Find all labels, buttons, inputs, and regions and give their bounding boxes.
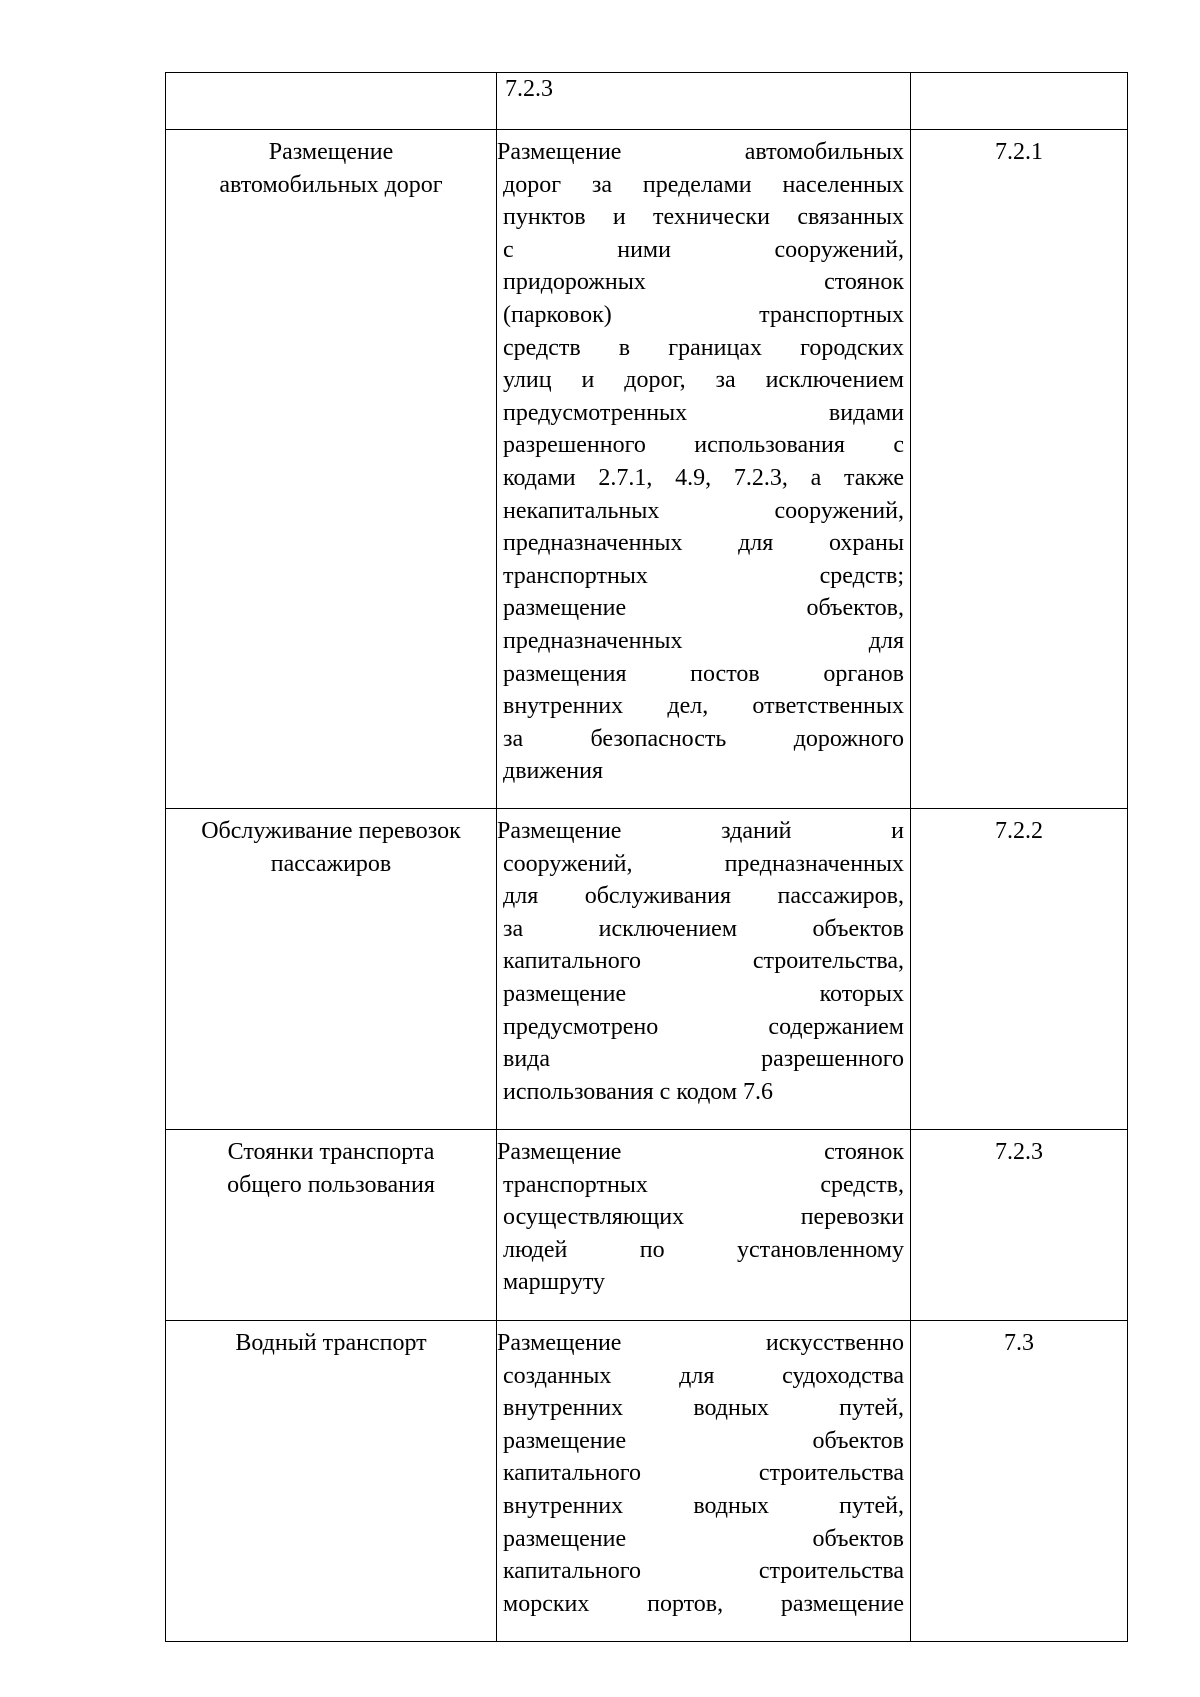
description-line: для обслуживания пассажиров, [503, 883, 904, 910]
description-line: пунктов и технически связанных [503, 204, 904, 231]
description-line: размещение которых [503, 980, 904, 1007]
description-line: 7.2.3 [505, 76, 553, 102]
use-code-cell [911, 1130, 1128, 1321]
description-line: внутренних водных путей, [503, 1492, 904, 1519]
description-line: вида разрешенного [503, 1046, 904, 1073]
use-code: 7.3 [1004, 1330, 1034, 1356]
use-name-line: пассажиров [270, 850, 392, 877]
description-line: движения [503, 758, 604, 785]
table-row [166, 1321, 1128, 1642]
description-line: некапитальных сооружений, [503, 497, 904, 524]
use-name-line: Водный транспорт [235, 1330, 427, 1356]
table-row [166, 1130, 1128, 1321]
use-code: 7.2.1 [995, 139, 1043, 165]
use-name-line: Размещение [268, 139, 394, 165]
description-line: капитального строительства, [503, 948, 904, 975]
use-code-cell [911, 130, 1128, 809]
use-name-line: автомобильных дорог [219, 171, 443, 198]
use-code-cell [911, 1321, 1128, 1642]
use-description-cell [497, 130, 911, 809]
table-row [166, 130, 1128, 809]
description-line: Размещение автомобильных [497, 139, 904, 165]
description-line: капитального строительства [503, 1558, 904, 1585]
use-name-line: Стоянки транспорта [227, 1139, 435, 1165]
table-row [166, 809, 1128, 1130]
description-line: внутренних водных путей, [503, 1395, 904, 1422]
description-line: предусмотренных видами [503, 399, 904, 426]
description-line: предназначенных для охраны [503, 530, 904, 557]
description-line: предназначенных для [503, 627, 904, 654]
description-line: улиц и дорог, за исключением [503, 367, 904, 394]
use-code: 7.2.3 [995, 1139, 1043, 1165]
description-line: размещения постов органов [503, 660, 904, 687]
use-name-cell [166, 1321, 497, 1642]
description-line: разрешенного использования с [503, 432, 904, 459]
description-line: людей по установленному [503, 1236, 904, 1263]
description-line: Размещение стоянок [497, 1139, 904, 1165]
description-line: созданных для судоходства [503, 1362, 904, 1389]
description-line: транспортных средств, [503, 1171, 904, 1198]
use-name-cell [166, 809, 497, 1130]
description-line: предусмотрено содержанием [503, 1013, 904, 1040]
description-line: осуществляющих перевозки [503, 1204, 904, 1231]
description-line: капитального строительства [503, 1460, 904, 1487]
description-line: кодами 2.7.1, 4.9, 7.2.3, а также [503, 464, 904, 491]
table-row [166, 73, 1128, 130]
description-line: размещение объектов [503, 1427, 904, 1454]
description-line: за исключением объектов [503, 915, 904, 942]
description-line: (парковок) транспортных [503, 301, 904, 328]
use-code-cell [911, 809, 1128, 1130]
description-line: транспортных средств; [503, 562, 904, 589]
use-code: 7.2.2 [995, 818, 1043, 844]
table-body [166, 73, 1128, 1642]
description-line: средств в границах городских [503, 334, 904, 361]
use-description-cell [497, 1130, 911, 1321]
description-line: использования с кодом 7.6 [503, 1078, 774, 1105]
description-line: с ними сооружений, [503, 236, 904, 263]
description-line: сооружений, предназначенных [503, 850, 904, 877]
description-line: придорожных стоянок [503, 269, 904, 296]
use-name-line: Обслуживание перевозок [201, 818, 461, 844]
use-name-cell [166, 73, 497, 130]
description-line: Размещение зданий и [497, 818, 904, 844]
description-line: морских портов, размещение [503, 1590, 904, 1617]
use-description-cell [497, 809, 911, 1130]
use-description-cell [497, 1321, 911, 1642]
use-name-cell [166, 1130, 497, 1321]
description-line: за безопасность дорожного [503, 725, 904, 752]
use-description-cell [497, 73, 911, 130]
description-line: Размещение искусственно [497, 1330, 904, 1356]
description-line: внутренних дел, ответственных [503, 693, 904, 720]
description-line: маршруту [503, 1269, 606, 1296]
use-code-cell [911, 73, 1128, 130]
use-name-line: общего пользования [227, 1171, 435, 1198]
description-line: размещение объектов [503, 1525, 904, 1552]
description-line: размещение объектов, [503, 595, 904, 622]
land-use-table [165, 72, 1128, 1642]
use-name-cell [166, 130, 497, 809]
description-line: дорог за пределами населенных [503, 171, 904, 198]
